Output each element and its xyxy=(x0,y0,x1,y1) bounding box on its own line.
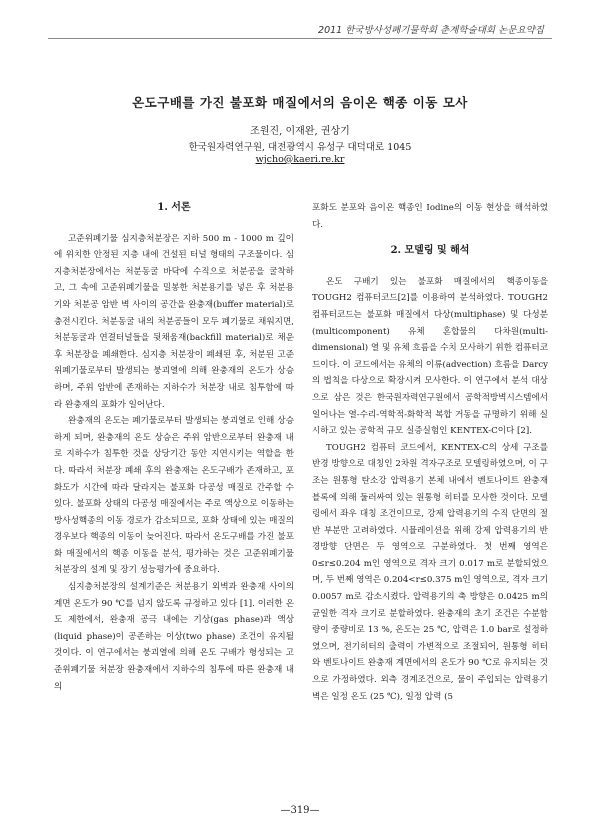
authors: 조원진, 이재완, 권상기 xyxy=(250,126,350,137)
header-rule xyxy=(48,38,552,39)
running-header: 2011 한국방사성폐기물학회 춘계학술대회 논문요약집 xyxy=(318,25,544,36)
intro-paragraph-1: 고준위폐기물 심지층처분장은 지하 500 m - 1000 m 깊이에 위치한 안정된 지층 내에 건설된 터널 형태의 구조물이다. 심지층처분장에서는 처분동굴 바닥에 수직으로 처분공을 굴착하고, 그 속에 고준위폐기물을 밀봉한 처분용기를 넣은 후 처분용기와 처분공 암반 벽 사이의 공간을 완충재(buffer material)로 충전시킨다. 처분동굴 내의 처분공들이 모두 폐기물로 채워지면, 처분동굴과 연결터널들을 뒷채움재(backfill material)로 채운 후 처분장을 폐쇄한다. 심지층 처분장이 폐쇄된 후, 처분된 고준위폐기물로부터 발생되는 붕괴열에 의해 완충재의 온도가 상승하며, 주위 암반에 존재하는 지하수가 처분장 내로 침투함에 따라 완충재의 포화가 일어난다. xyxy=(54,233,294,410)
intro-paragraph-2: 완충재의 온도는 폐기물로부터 발생되는 붕괴열로 인해 상승하게 되며, 완충재의 온도 상승은 주위 암반으로부터 완충재 내로 지하수가 침투한 것을 상당기간 동안 지연시키는 역할을 한다. 따라서 처분장 폐쇄 후의 완충재는 온도구배가 존재하고, 포화도가 시간에 따라 달라지는 불포화 다공성 매질로 간주할 수 있다. 불포화 상태의 다공성 매질에서는 주로 액상으로 이동하는 방사성핵종의 이동 경로가 감소되므로, 포화 상태에 있는 매질의 경우보다 핵종의 이동이 늦어진다. 따라서 온도구배를 가진 불포화 매질에서의 핵종 이동을 분석, 평가하는 것은 고준위폐기물 처분장의 설계 및 장기 성능평가에 중요하다. xyxy=(54,416,294,576)
model-paragraph-2: TOUGH2 컴퓨터 코드에서, KENTEX-C의 상세 구조를 반경 방향으로 대칭인 2차원 격자구조로 모델링하였으며, 이 구조는 원통형 탄소강 압력용기 본체 내에서 벤토나이트 완충재 블록에 의해 둘러싸여 있는 원통형 히터를 모사한 것이다. 모델링에서 좌우 대칭 조건이므로, 강제 압력용기의 수직 단면의 절반 부분만 고려하였다. 시뮬레이션을 위해 강제 압력용기의 반경방향 단면은 두 영역으로 구분하였다. 첫 번째 영역은 0≤r≤0.204 m인 영역으로 격자 크기 0.017 m로 분할되었으며, 두 번째 영역은 0.204<r≤0.375 m인 영역으로, 격자 크기 0.0057 m로 감소시켰다. 압력용기의 축 방향은 0.0425 m의 균일한 격자 크기로 분할하였다. 완충재의 초기 조건은 수분함량이 중량비로 13 %, 온도는 25 ℃, 압력은 1.0 bar로 설정하였으며, 전기히터의 출력이 가변적으로 조절되어, 원통형 히터와 벤토나이트 완충재 계면에서의 온도가 90 ℃로 유지되는 것으로 가정하였다. 외측 경계조건으로, 물이 주입되는 압력용기 벽은 일정 온도 (25 ℃), 일정 압력 (5 xyxy=(312,442,549,702)
left-column xyxy=(54,200,294,695)
email-link[interactable]: wjcho@kaeri.re.kr xyxy=(255,154,345,165)
intro-continuation: 포화도 분포와 음이온 핵종인 Iodine의 이동 현상을 해석하였다. xyxy=(312,203,548,230)
section-title-intro: 1. 서론 xyxy=(157,202,191,213)
page-number: —319— xyxy=(280,805,320,816)
section-title-model: 2. 모델링 및 해석 xyxy=(390,245,470,257)
intro-paragraph-3: 심지층처분장의 설계기준은 처분용기 외벽과 완충재 사이의 계면 온도가 90 ℃를 넘지 않도록 규정하고 있다 [1]. 이러한 온도 제한에서, 완충재 공극 내에는 기상(gas phase)과 액상(liquid phase)이 공존하는 이상(two phase) 조건이 유지될 것이다. 이 연구에서는 붕괴열에 의해 온도 구배가 형성되는 고준위폐기물 처분장 완충재에서 지하수의 침투에 따른 완충재 내의 xyxy=(54,582,294,692)
model-paragraph-1: 온도 구배기 있는 불포화 매질에서의 핵종이동을 TOUGH2 컴퓨터코드[2]를 이용하여 분석하였다. TOUGH2 컴퓨터코드는 불포화 매질에서 다상(multiphase) 및 다성분(multicomponent) 유체 혼합물의 다차원(multi-dimensional) 열 및 유체 흐름을 수치 모사하기 위한 컴퓨터코드이다. 이 코드에서는 유체의 이류(advection) 흐름을 Darcy의 법칙을 다상으로 확장시켜 모사한다. 이 연구에서 분석 대상으로 삼은 것은 한국원자력연구원에서 공학적방벽시스템에서 일어나는 열-수리-역학적-화학적 복합 거동을 규명하기 위해 실시하고 있는 공학적 규모 실증실험인 KENTEX-C이다 [2]. xyxy=(312,276,548,437)
paper-title: 온도구배를 가진 불포화 매질에서의 음이온 핵종 이동 모사 xyxy=(132,95,468,110)
affiliation: 한국원자력연구원, 대전광역시 유성구 대덕대로 1045 xyxy=(188,142,412,153)
right-column xyxy=(312,200,548,705)
